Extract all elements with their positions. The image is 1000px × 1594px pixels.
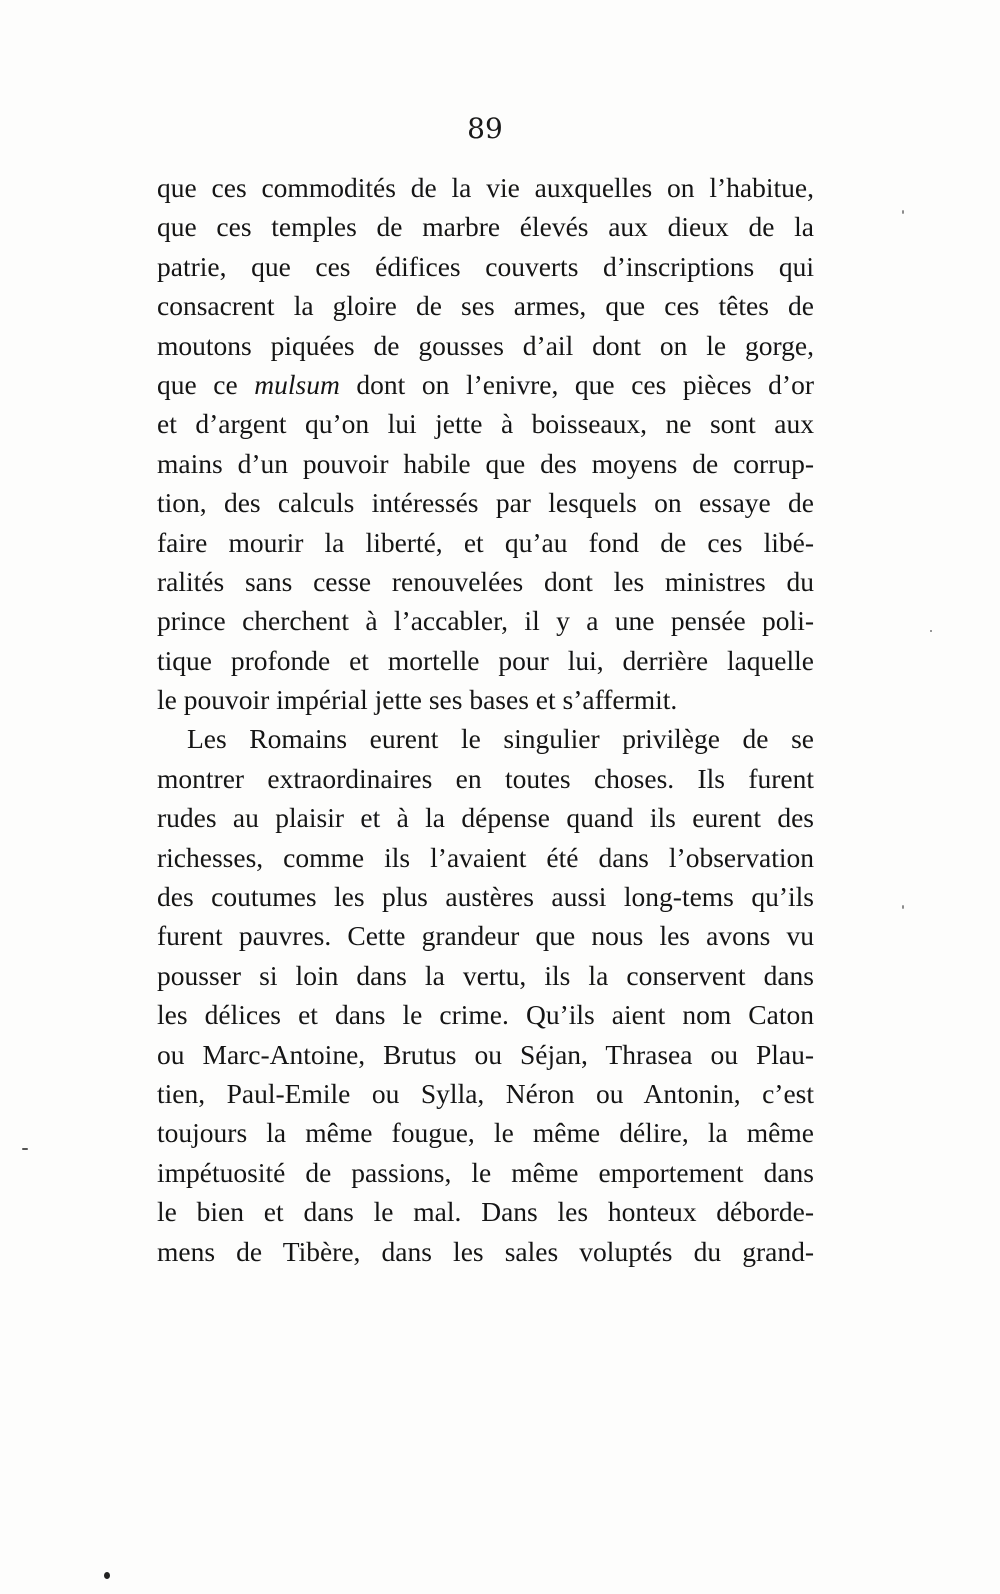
text-segment: tien, Paul-Emile ou Sylla, Néron ou Antonin, c’est <box>157 1077 814 1109</box>
text-segment: moutons piquées de gousses d’ail dont on le gorge, <box>157 329 814 361</box>
text-line <box>157 877 814 916</box>
text-segment: dont on l’enivre, que ces pièces d’or <box>339 368 814 400</box>
text-line <box>157 601 814 640</box>
text-line <box>157 247 814 286</box>
text-segment: consacrent la gloire de ses armes, que ces têtes de <box>157 290 814 322</box>
text-segment: que ces commodités de la vie auxquelles on l’habitue, <box>157 172 814 203</box>
text-line <box>157 956 814 995</box>
text-segment: que ce <box>157 368 255 400</box>
text-segment: rudes au plaisir et à la dépense quand ils eurent des <box>157 802 814 834</box>
text-segment: furent pauvres. Cette grandeur que nous les avons vu <box>157 920 814 952</box>
text-line <box>157 168 814 207</box>
text-segment: les délices et dans le crime. Qu’ils aient nom Caton <box>157 999 814 1031</box>
text-line <box>157 326 814 365</box>
paper-speck <box>104 1572 110 1579</box>
text-segment: le bien et dans le mal. Dans les honteux déborde- <box>157 1196 814 1228</box>
text-segment: que ces temples de marbre élevés aux dieux de la <box>157 211 814 243</box>
page-number: 89 <box>467 112 503 145</box>
text-line <box>157 444 814 483</box>
text-line <box>157 1113 814 1152</box>
body-text <box>157 168 814 1271</box>
text-line <box>157 719 814 758</box>
text-segment: tion, des calculs intéressés par lesquels on essaye de <box>157 487 814 519</box>
text-segment: et d’argent qu’on lui jette à boisseaux, ne sont aux <box>157 408 814 440</box>
text-line <box>157 1232 814 1271</box>
text-line <box>157 1153 814 1192</box>
text-line <box>157 1035 814 1074</box>
text-segment: montrer extraordinaires en toutes choses. Ils furent <box>157 762 814 794</box>
paper-speck <box>930 630 932 632</box>
text-line <box>157 523 814 562</box>
text-segment: mains d’un pouvoir habile que des moyens de corrup- <box>157 447 814 479</box>
text-segment: impétuosité de passions, le même emportement dans <box>157 1156 814 1188</box>
text-segment: tique profonde et mortelle pour lui, derrière laquelle <box>157 644 814 676</box>
text-segment: toujours la même fougue, le même délire, la même <box>157 1117 814 1149</box>
paper-speck <box>22 1148 28 1150</box>
text-segment: le pouvoir impérial jette ses bases et s’affermit. <box>157 684 678 716</box>
italic-word: mulsum <box>254 368 340 400</box>
text-line <box>157 838 814 877</box>
text-line <box>157 680 814 719</box>
text-line <box>157 798 814 837</box>
text-line <box>157 207 814 246</box>
text-line <box>157 404 814 443</box>
paper-speck <box>902 905 904 909</box>
paper-speck <box>902 210 904 214</box>
text-segment: des coutumes les plus austères aussi long-tems qu’ils <box>157 881 814 913</box>
text-segment: faire mourir la liberté, et qu’au fond de ces libé- <box>157 526 814 558</box>
text-line <box>157 641 814 680</box>
text-segment: Les Romains eurent le singulier privilège de se <box>187 723 814 755</box>
text-line <box>157 759 814 798</box>
text-segment: prince cherchent à l’accabler, il y a une pensée poli- <box>157 605 814 637</box>
text-line <box>157 365 814 404</box>
text-line <box>157 286 814 325</box>
text-line <box>157 1074 814 1113</box>
text-segment: patrie, que ces édifices couverts d’inscriptions qui <box>157 250 814 282</box>
text-segment: mens de Tibère, dans les sales voluptés du grand- <box>157 1235 814 1267</box>
text-segment: pousser si loin dans la vertu, ils la conservent dans <box>157 959 814 991</box>
text-segment: richesses, comme ils l’avaient été dans l’observation <box>157 841 814 873</box>
text-segment: ralités sans cesse renouvelées dont les ministres du <box>157 565 814 597</box>
text-line <box>157 562 814 601</box>
text-segment: ou Marc-Antoine, Brutus ou Séjan, Thrasea ou Plau- <box>157 1038 814 1070</box>
text-line <box>157 995 814 1034</box>
text-line <box>157 1192 814 1231</box>
text-line <box>157 483 814 522</box>
text-line <box>157 916 814 955</box>
